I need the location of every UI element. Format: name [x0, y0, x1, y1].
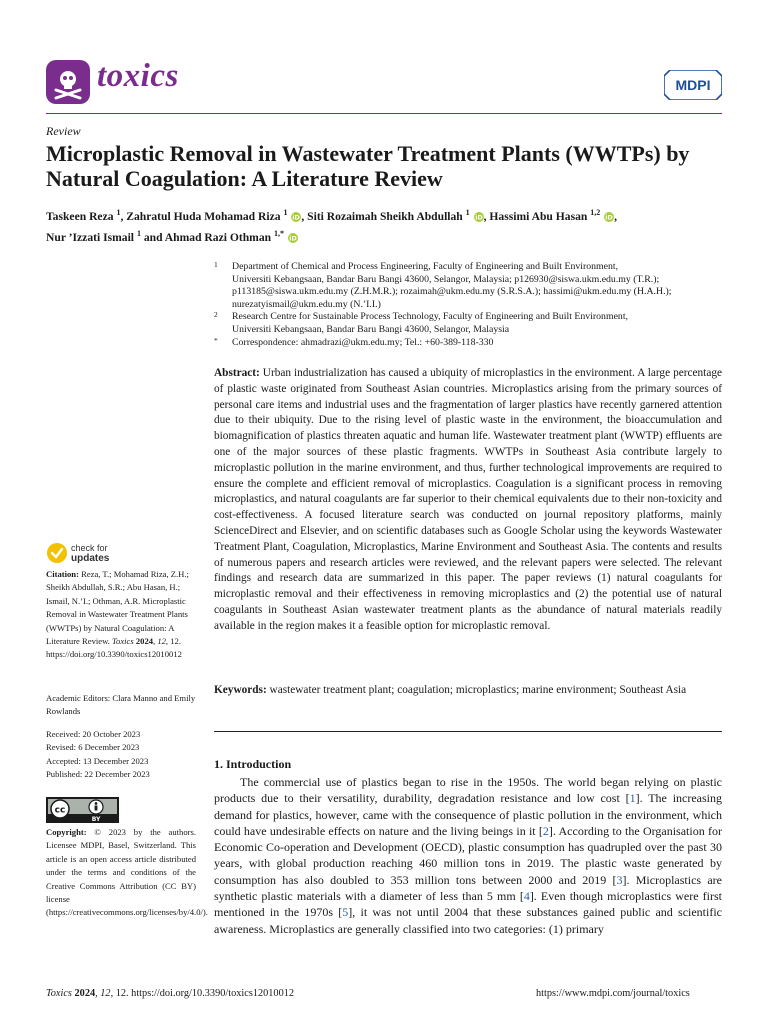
intro-text-segment: ]. The increasing demand for plastics, however, came with the consequence of plastic pollution in the environment, which could have undesirable effects on nature and the living beings in it [: [214, 791, 723, 838]
footer-volume: 12: [100, 988, 111, 999]
keywords-text: wastewater treatment plant; coagulation; microplastics; marine environment; Southeast Asia: [269, 684, 687, 696]
affiliation: [214, 311, 724, 336]
reference-link[interactable]: 5: [342, 905, 349, 920]
affiliation-number: 1: [214, 260, 218, 269]
intro-text-segment: The commercial use of plastics began to rise in the 1950s. The world began relying on plastic products due to their versatility, durability, degradation resistance and low cost [: [214, 775, 722, 806]
intro-text-segment: ]. Microplastics are synthetic plastic materials with a diameter of less than 5 mm [: [214, 872, 722, 904]
intro-text-segment: ]. According to the Organisation for Economic Co-operation and Development (OECD), plastic consumption has quadrupled over the past 30 years, with global production reaching 460 million tons in 2019. The plastic waste generated by consumption has also doubled to 353 million tons between 2000 and 2019 [: [214, 823, 722, 887]
author-list: [46, 204, 736, 246]
reference-link[interactable]: 4: [523, 889, 530, 904]
check-for-updates-line2[interactable]: updates: [71, 553, 110, 564]
author-separator: ,: [301, 209, 305, 223]
affiliation-text: [232, 261, 724, 311]
keywords: [214, 683, 722, 699]
header-rule: [46, 113, 722, 114]
citation-year: 2024: [135, 636, 154, 647]
author-name: Taskeen Reza: [46, 209, 114, 223]
date-line: Accepted: 13 December 2023: [46, 755, 149, 766]
check-for-updates-icon[interactable]: [46, 542, 68, 564]
copyright-notice: [46, 826, 208, 920]
affiliation-line: Universiti Kebangsaan, Bandar Baru Bangi 43600, Selangor, Malaysia: [232, 323, 510, 335]
author: [489, 210, 617, 223]
reference-link[interactable]: 3: [616, 872, 623, 887]
citation-label: Citation:: [46, 569, 79, 579]
abstract: [214, 366, 722, 635]
footer-year: 2024: [74, 988, 96, 999]
orcid-icon[interactable]: [291, 212, 301, 222]
intro-text-segment: ]. Even though microplastics were first mentioned in the 1970s [: [214, 889, 722, 920]
author: [126, 210, 304, 223]
reference-link[interactable]: 1: [629, 791, 636, 806]
affiliation-line: nurezatyismail@ukm.edu.my (N.’I.I.): [232, 298, 381, 310]
svg-text:iD: iD: [292, 213, 301, 222]
date-line: Revised: 6 December 2023: [46, 742, 140, 753]
affiliation-line: p113185@siswa.ukm.edu.my (Z.H.M.R.); rozaimah@ukm.edu.my (S.R.S.A.); hassimi@ukm.edu.my (H.A.H.);: [232, 286, 672, 298]
author-affiliation: 1: [283, 208, 288, 217]
journal-logo-icon: [46, 60, 90, 104]
author-name: Hassimi Abu Hasan: [489, 209, 588, 223]
affiliation-number: *: [214, 335, 218, 345]
author-affiliation: 1,*: [274, 228, 284, 238]
author-name: Siti Rozaimah Sheikh Abdullah: [307, 209, 463, 223]
affiliation: [214, 261, 724, 311]
footer-doi[interactable]: , 12. https://doi.org/10.3390/toxics12010012: [110, 988, 295, 999]
citation-volume: 12: [157, 636, 166, 647]
author-affiliation: 1: [465, 208, 470, 217]
affiliation-line: Research Centre for Sustainable Process Technology, Faculty of Engineering and Built Environment,: [232, 311, 628, 323]
author-affiliation: 1: [116, 208, 121, 217]
author: [164, 228, 298, 244]
author: [46, 210, 123, 223]
affiliation-line: Correspondence: ahmadrazi@ukm.edu.my; Tel.: +60-389-118-330: [232, 336, 494, 348]
author-name: Zahratul Huda Mohamad Riza: [126, 209, 281, 223]
article-title: Microplastic Removal in Wastewater Treatment Plants (WWTPs) by Natural Coagulation: A Literature Review: [46, 141, 690, 191]
author: [307, 210, 486, 223]
author: [46, 228, 163, 244]
section-heading: 1. Introduction: [214, 757, 292, 771]
abstract-text: Urban industrialization has caused a ubiquity of microplastics in the environment. A large percentage of plastic waste originated from Southeast Asian countries. Microplastics arising from the primary sources of personal care items and industrial uses and the fragmentation of larger plastics have recently garnered attention due to their ubiquity. Due to the rising level of plastic waste in the environment, the bioaccumulation and biomagnification of plastics threaten aquatic and human life. Wastewater treatment plant (WWTP) effluents are one of the major sources of these plastic fragments. WWTPs in Southeast Asia contribute largely to microplastic pollution in the marine environment, and thus, further technological improvements are required to ensure the complete and efficient removal of microplastics. Coagulation is a significant process in removing microplastics, and natural coagulants are far superior to their chemical equivalents due to their non-toxicity and cost-effectiveness. A focused literature search was conducted on journal repository platforms, mainly ScienceDirect and Elsevier, and on scientific databases such as Google Scholar using the keywords Wastewater Treatment Plant, Coagulation, Microplastics, Marine Environment and Southeast Asia. The contents and results of numerous papers and research articles were reviewed, and the relevant papers were selected. The relevant findings and research data are summarized in this paper. The paper reviews (1) natural coagulants for microplastic removal and their effectiveness in removing microplastics and (2) the potential use of natural coagulants in Southeast Asian wastewater treatment plants as the abundance of natural materials readily available in the region makes it a feasible option for microplastic removal.: [214, 367, 722, 632]
author-separator: and: [140, 230, 163, 244]
affiliation-number: 2: [214, 310, 218, 320]
publisher-name: MDPI: [675, 77, 711, 93]
footer-journal-url[interactable]: https://www.mdpi.com/journal/toxics: [536, 988, 690, 999]
intro-text-segment: ], it was not until 2004 that these substances gained public and scientific awareness. Microplastics are generally classified into two categories: (1) primary: [214, 905, 722, 936]
citation-journal: Toxics: [112, 636, 134, 647]
orcid-icon[interactable]: [604, 212, 614, 222]
svg-text:iD: iD: [605, 213, 613, 222]
abstract-label: Abstract:: [214, 367, 260, 379]
academic-editors: Academic Editors: Clara Manno and Emily Rowlands: [46, 693, 196, 717]
citation: Citation: Reza, T.; Mohamad Riza, Z.H.; Sheikh Abdullah, S.R.; Abu Hasan, H.; Ismail, N.’I.; Othman, A.R. Microplastic Removal in Wastewater Treatment Plants (WWTPs) by Natural Coagulation: A Literature Review. Toxics 2024, 12, 12. https://doi.org/10.3390/toxics12010012: [46, 569, 189, 660]
svg-text:iD: iD: [474, 213, 483, 222]
section-rule: [214, 731, 722, 732]
cc-by-license-icon[interactable]: [46, 797, 119, 823]
affiliation-text: [232, 337, 724, 350]
footer-citation: Toxics 2024, 12, 12. https://doi.org/10.3390/toxics12010012: [46, 988, 295, 999]
affiliation-line: Universiti Kebangsaan, Bandar Baru Bangi 43600, Selangor, Malaysia; p126930@siswa.ukm.edu.my (T.R.);: [232, 273, 660, 285]
journal-name: toxics: [97, 58, 179, 94]
cc-label: cc: [54, 805, 66, 816]
citation-text: Reza, T.; Mohamad Riza, Z.H.; Sheikh Abdullah, S.R.; Abu Hasan, H.; Ismail, N.’I.; Othman, A.R. Microplastic Removal in Wastewater Treatment Plants (WWTPs) by Natural Coagulation: A Literature Review.: [46, 569, 189, 647]
citation-doi[interactable]: , 12. https://doi.org/10.3390/toxics12010012: [46, 636, 182, 660]
mdpi-logo: [664, 70, 722, 100]
introduction-text: [214, 774, 722, 937]
reference-link[interactable]: 2: [542, 823, 549, 838]
date-line: Published: 22 December 2023: [46, 769, 150, 780]
copyright-label: Copyright:: [46, 827, 87, 837]
footer-journal: Toxics: [46, 988, 72, 999]
copyright-text: © 2023 by the authors. Licensee MDPI, Basel, Switzerland. This article is an open access article distributed under the terms and conditions of the Creative Commons Attribution (CC BY) license (https://creativecommons.org/licenses/by/4.0/).: [46, 827, 208, 918]
author-affiliation: 1,2: [590, 208, 601, 217]
publication-dates: [46, 728, 196, 782]
author-separator: ,: [614, 209, 618, 223]
by-label: BY: [91, 816, 101, 823]
author-separator: ,: [120, 209, 124, 223]
affiliation-line: Department of Chemical and Process Engineering, Faculty of Engineering and Built Environment,: [232, 261, 619, 272]
orcid-icon[interactable]: [474, 212, 484, 222]
author-separator: ,: [483, 209, 487, 223]
keywords-label: Keywords:: [214, 684, 267, 696]
author-name: Ahmad Razi Othman: [164, 230, 272, 244]
orcid-icon[interactable]: [288, 233, 298, 243]
author-affiliation: 1: [136, 228, 141, 238]
affiliation-text: [232, 311, 724, 336]
affiliations: [214, 261, 724, 349]
svg-text:iD: iD: [289, 234, 297, 243]
date-line: Received: 20 October 2023: [46, 729, 141, 739]
check-for-updates-line1[interactable]: check for: [71, 543, 108, 553]
affiliation: [214, 337, 724, 350]
article-type: Review: [46, 124, 81, 138]
author-name: Nur ’Izzati Ismail: [46, 230, 135, 244]
